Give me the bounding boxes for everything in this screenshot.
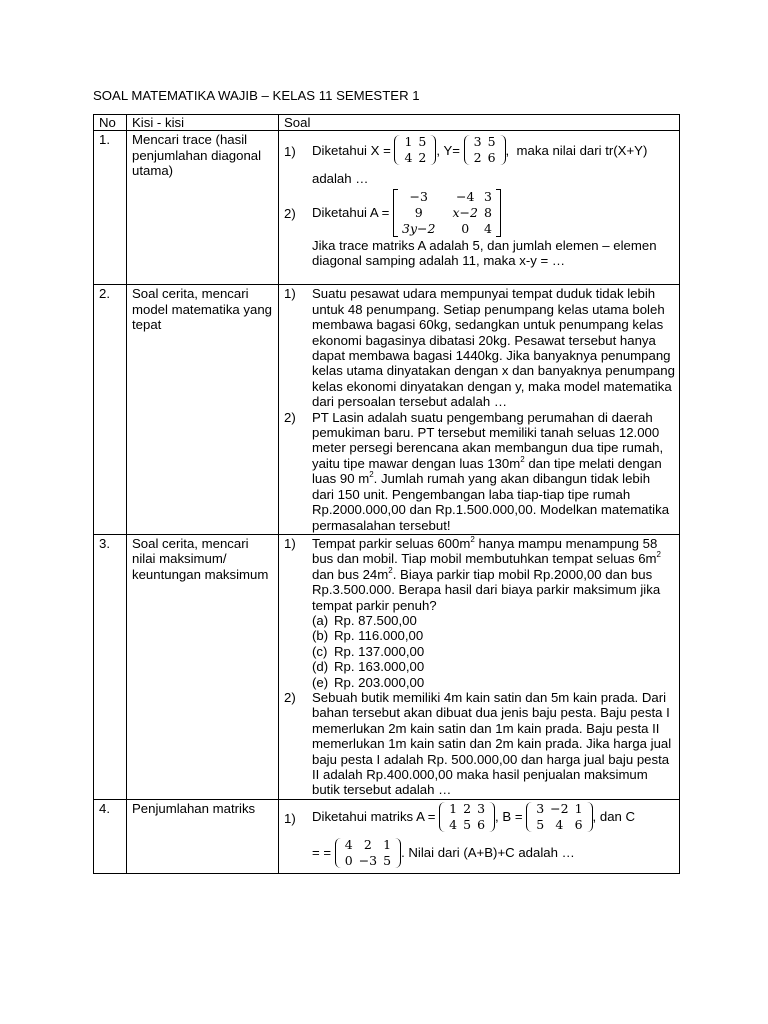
matrix-cell: 5 — [383, 852, 392, 868]
option-label: (c) — [312, 643, 328, 659]
matrix-cell: 2 — [463, 800, 472, 816]
page-title: SOAL MATEMATIKA WAJIB – KELAS 11 SEMESTER 1 — [93, 88, 420, 103]
row-number: 3. — [94, 534, 127, 799]
matrix-cell: 4 — [344, 836, 353, 852]
matrix-cell: 4 — [555, 816, 564, 832]
option-label: (d) — [312, 659, 329, 675]
question-text: . Nilai dari (A+B)+C adalah … — [401, 845, 575, 861]
superscript: 2 — [470, 534, 475, 544]
matrix-cell: 4 — [404, 150, 413, 166]
question-text — [312, 410, 675, 533]
row-kisi: Soal cerita, mencari model matematika yang tepat — [127, 285, 279, 535]
question-item — [284, 286, 675, 409]
answer-option — [312, 659, 675, 674]
question-item — [284, 134, 675, 186]
matrix-cell: −3 — [358, 852, 378, 868]
question-number: 1) — [284, 144, 296, 160]
matrix-cell: −4 — [455, 188, 475, 204]
matrix-cell: 3 — [473, 134, 482, 150]
matrix-cell: −2 — [550, 800, 569, 816]
question-number: 1) — [284, 535, 296, 551]
question-number: 1) — [284, 286, 296, 302]
matrix-c — [335, 837, 401, 869]
matrix-cell: 5 — [463, 816, 472, 832]
question-text: Jika trace matriks A adalah 5, dan jumlah elemen – elemen diagonal samping adalah 11, maka x-y = … — [312, 237, 657, 269]
matrix-cell: 0 — [461, 220, 470, 236]
matrix-cell: 4 — [483, 220, 492, 236]
matrix-y — [464, 134, 506, 166]
question-text: Diketahui matriks A = — [312, 809, 440, 825]
answer-option — [312, 628, 675, 643]
question-text: Suatu pesawat udara mempunyai tempat duduk tidak lebih untuk 48 penumpang. Setiap penumpang kelas utama boleh membawa bagasi 60kg, sedangkan untuk penumpang kelas ekonomi bagasinya dibatasi 20kg. Pesawat tersebut hanya dapat membawa bagasi 1440kg. Jika banyaknya penumpang kelas utama dinyatakan dengan x dan banyaknya penumpang kelas ekonomi dinyatakan dengan y, maka model matematika dari persoalan tersebut adalah … — [312, 286, 675, 410]
table-row — [94, 534, 680, 799]
row-soal — [279, 131, 680, 285]
question-item — [284, 188, 675, 269]
superscript: 2 — [656, 550, 661, 560]
answer-option — [312, 613, 675, 628]
row-number: 2. — [94, 285, 127, 535]
matrix-cell: −3 — [409, 188, 428, 204]
matrix-cell: 6 — [574, 816, 583, 832]
matrix-cell: 0 — [344, 852, 353, 868]
option-label: (b) — [312, 628, 329, 644]
matrix-line — [312, 188, 675, 238]
question-text: = = — [312, 845, 335, 861]
matrix-line — [312, 801, 675, 833]
option-text: Rp. 163.000,00 — [334, 659, 425, 675]
matrix-cell: 3 — [483, 188, 492, 204]
question-text-part: PT Lasin adalah suatu pengembang perumahan di daerah pemukiman baru. PT tersebut memiliki tanah seluas 12.000 meter persegi berencana akan membangun dua tipe rumah, yaitu tipe mawar dengan luas 130m — [312, 409, 664, 471]
matrix-cell: 3 — [477, 800, 486, 816]
matrix-cell: x−2 — [452, 204, 478, 220]
row-number: 4. — [94, 799, 127, 873]
matrix-cell: 2 — [418, 150, 427, 166]
table-header-row — [94, 115, 680, 131]
header-no: No — [94, 115, 127, 131]
matrix-cell: 2 — [363, 836, 372, 852]
superscript: 2 — [369, 470, 374, 480]
row-soal — [279, 285, 680, 535]
question-text-part: dan bus 24m — [312, 566, 389, 582]
question-text: Diketahui A = — [312, 205, 394, 221]
matrix-cell: 1 — [574, 800, 583, 816]
header-soal: Soal — [279, 115, 680, 131]
answer-option — [312, 644, 675, 659]
question-text-part: hanya mampu menampung 58 bus dan mobil. Tiap mobil membutuhkan tempat seluas 6m — [312, 535, 658, 567]
question-number: 2) — [284, 205, 296, 221]
question-number: 2) — [284, 409, 296, 425]
matrix-a — [439, 801, 495, 833]
row-soal — [279, 799, 680, 873]
superscript: 2 — [388, 565, 393, 575]
matrix-cell: 1 — [383, 836, 392, 852]
question-text: , maka nilai dari tr(X+Y) — [505, 142, 648, 158]
row-number: 1. — [94, 131, 127, 285]
question-number: 1) — [284, 810, 296, 826]
question-text-part: . Jumlah rumah yang akan dibangun tidak lebih dari 150 unit. Pengembangan laba tiap-tiap tipe rumah Rp.2000.000,00 dan Rp.1.500.000,00. Modelkan matematika permasalahan tersebut! — [312, 471, 670, 533]
matrix-line — [312, 837, 675, 869]
question-text-part: . Biaya parkir tiap mobil Rp.2000,00 dan bus Rp.3.500.000. Berapa hasil dari biaya parkir maksimum jika tempat parkir penuh? — [312, 566, 661, 613]
matrix-cell: 5 — [418, 134, 427, 150]
matrix-b — [526, 801, 592, 833]
matrix-cell: 9 — [414, 204, 423, 220]
option-label: (e) — [312, 674, 329, 690]
question-text-part: dan tipe melati dengan luas 90 m — [312, 455, 662, 487]
matrix-a — [393, 188, 501, 238]
question-item — [284, 536, 675, 690]
question-item — [284, 410, 675, 533]
matrix-cell: 6 — [477, 816, 486, 832]
row-kisi: Soal cerita, mencari nilai maksimum/ keuntungan maksimum — [127, 534, 279, 799]
question-text — [312, 536, 675, 613]
question-text-part: Tempat parkir seluas 600m — [312, 535, 471, 551]
matrix-line — [312, 134, 675, 166]
row-kisi: Penjumlahan matriks — [127, 799, 279, 873]
superscript: 2 — [520, 454, 525, 464]
question-text: Sebuah butik memiliki 4m kain satin dan 5m kain prada. Dari bahan tersebut akan dibuat dua jenis baju pesta. Baju pesta I memerlukan 2m kain satin dan 1m kain prada. Baju pesta II memerlukan 1m kain satin dan 2m kain prada. Jika harga jual baju pesta I adalah Rp. 500.000,00 dan harga jual baju pesta II adalah Rp.400.000,00 maka hasil penjualan maksimum butik tersebut adalah … — [312, 689, 672, 798]
question-text: , Y= — [436, 142, 464, 158]
option-text: Rp. 137.000,00 — [334, 643, 425, 659]
matrix-cell: 1 — [449, 800, 458, 816]
header-kisi: Kisi - kisi — [127, 115, 279, 131]
matrix-cell: 8 — [483, 204, 492, 220]
row-soal — [279, 534, 680, 799]
question-table — [93, 114, 680, 874]
matrix-x — [394, 134, 436, 166]
option-text: Rp. 203.000,00 — [334, 674, 425, 690]
matrix-cell: 1 — [404, 134, 413, 150]
matrix-cell: 3y−2 — [402, 220, 436, 236]
row-kisi: Mencari trace (hasil penjumlahan diagonal utama) — [127, 131, 279, 285]
matrix-cell: 3 — [536, 800, 545, 816]
table-row — [94, 131, 680, 285]
table-row — [94, 799, 680, 873]
question-text: Diketahui X = — [312, 142, 395, 158]
question-text: , B = — [495, 809, 527, 825]
option-text: Rp. 87.500,00 — [334, 612, 417, 628]
option-text: Rp. 116.000,00 — [334, 628, 424, 644]
question-text: , dan C — [592, 809, 636, 825]
question-item — [284, 801, 675, 869]
option-label: (a) — [312, 612, 329, 628]
matrix-cell: 2 — [473, 150, 482, 166]
question-number: 2) — [284, 689, 296, 705]
matrix-cell: 4 — [449, 816, 458, 832]
question-text: adalah … — [312, 171, 369, 187]
matrix-cell: 5 — [536, 816, 545, 832]
matrix-cell: 6 — [487, 150, 496, 166]
answer-option — [312, 675, 675, 690]
table-row — [94, 285, 680, 535]
question-item — [284, 690, 675, 798]
matrix-cell: 5 — [487, 134, 496, 150]
answer-options — [312, 613, 675, 690]
